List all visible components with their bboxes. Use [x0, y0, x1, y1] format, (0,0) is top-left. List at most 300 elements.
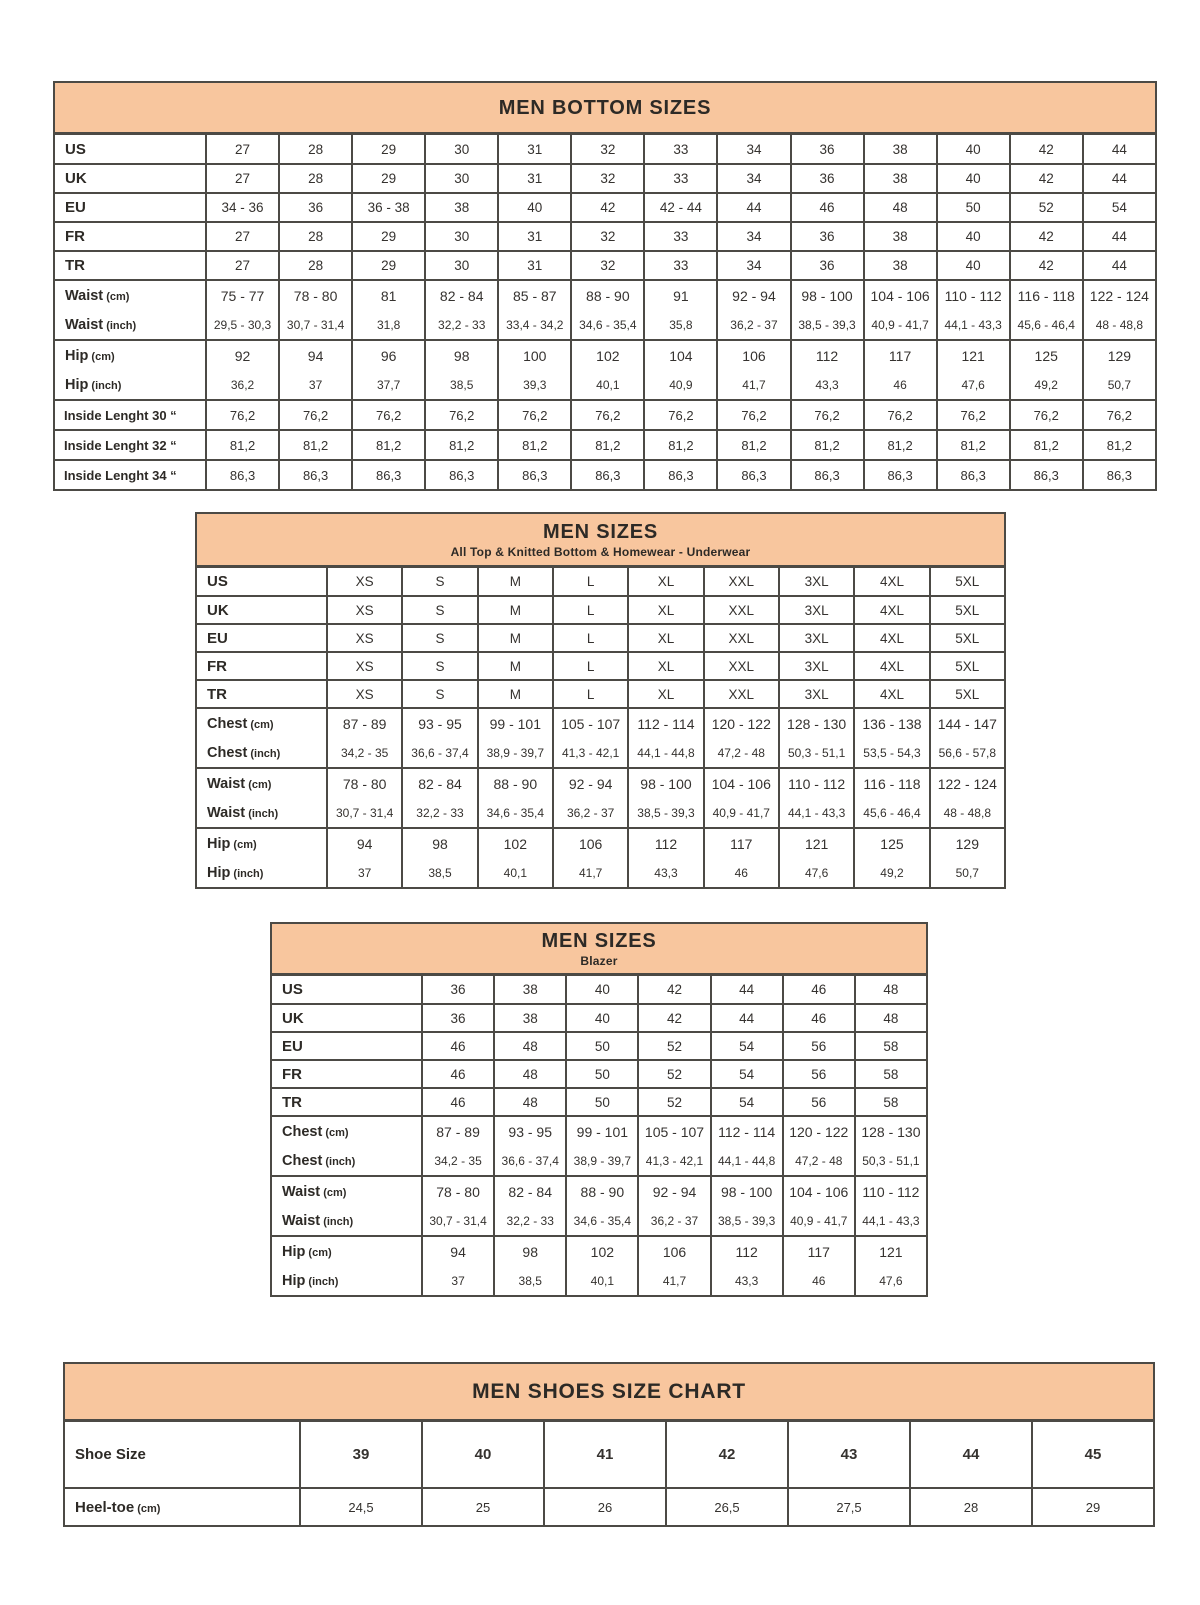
table-row	[271, 1266, 927, 1296]
size-cell: 104 - 106	[704, 768, 779, 798]
size-cell: 42	[1010, 251, 1083, 280]
size-cell: 5XL	[930, 652, 1005, 680]
table-row	[271, 1116, 927, 1146]
size-cell: 98	[402, 828, 477, 858]
size-cell: L	[553, 624, 628, 652]
size-cell: 30	[425, 135, 498, 164]
table-title: MEN SIZES	[541, 929, 657, 952]
table-row	[271, 1032, 927, 1060]
size-cell: 104 - 106	[864, 280, 937, 310]
table-row	[54, 193, 1156, 222]
table-row	[196, 596, 1005, 624]
table-row	[54, 164, 1156, 193]
size-cell: 36	[791, 222, 864, 251]
size-cell: 42	[1010, 222, 1083, 251]
size-cell: 40	[937, 222, 1010, 251]
size-cell: 86,3	[279, 460, 352, 490]
size-cell: 86,3	[937, 460, 1010, 490]
size-cell: 116 - 118	[1010, 280, 1083, 310]
size-cell: 122 - 124	[930, 768, 1005, 798]
size-cell: XXL	[704, 652, 779, 680]
size-cell: 81,2	[864, 430, 937, 460]
size-cell: 76,2	[206, 400, 279, 430]
size-cell: 104 - 106	[783, 1176, 855, 1206]
size-cell: 49,2	[1010, 370, 1083, 400]
size-cell: 44,1 - 43,3	[855, 1206, 927, 1236]
size-cell: 40	[498, 193, 571, 222]
size-cell: 40,9	[644, 370, 717, 400]
size-cell: 76,2	[571, 400, 644, 430]
row-label: TR	[271, 1088, 422, 1116]
size-cell: 28	[279, 164, 352, 193]
size-cell: 76,2	[1083, 400, 1156, 430]
row-label: Hip (cm)	[54, 340, 206, 370]
size-cell: M	[478, 680, 553, 708]
size-cell: 34	[717, 222, 790, 251]
row-label: FR	[196, 652, 327, 680]
size-cell: 88 - 90	[566, 1176, 638, 1206]
size-cell: 3XL	[779, 596, 854, 624]
size-cell: 78 - 80	[422, 1176, 494, 1206]
size-cell: 42	[571, 193, 644, 222]
size-cell: 43,3	[791, 370, 864, 400]
size-cell: 98 - 100	[628, 768, 703, 798]
size-cell: 30,7 - 31,4	[422, 1206, 494, 1236]
size-cell: 41	[544, 1422, 666, 1488]
size-cell: 92 - 94	[717, 280, 790, 310]
table-row	[196, 708, 1005, 738]
size-cell: 81,2	[279, 430, 352, 460]
size-cell: 38	[864, 222, 937, 251]
size-cell: 58	[855, 1032, 927, 1060]
row-label: Chest (inch)	[196, 738, 327, 768]
size-cell: L	[553, 652, 628, 680]
size-cell: 52	[638, 1060, 710, 1088]
size-cell: 36,6 - 37,4	[402, 738, 477, 768]
size-cell: 42	[1010, 135, 1083, 164]
size-cell: 28	[279, 222, 352, 251]
size-cell: 3XL	[779, 652, 854, 680]
size-cell: 120 - 122	[783, 1116, 855, 1146]
size-cell: 30,7 - 31,4	[327, 798, 402, 828]
size-cell: 46	[422, 1060, 494, 1088]
size-cell: 129	[930, 828, 1005, 858]
table-row	[271, 1206, 927, 1236]
table-row	[54, 135, 1156, 164]
size-cell: 42	[1010, 164, 1083, 193]
size-cell: XL	[628, 596, 703, 624]
size-cell: 125	[1010, 340, 1083, 370]
size-cell: M	[478, 568, 553, 596]
size-cell: 44,1 - 43,3	[937, 310, 1010, 340]
row-label: TR	[196, 680, 327, 708]
size-cell: 4XL	[854, 596, 929, 624]
row-label: UK	[54, 164, 206, 193]
size-cell: S	[402, 680, 477, 708]
size-cell: 38,5 - 39,3	[791, 310, 864, 340]
size-cell: 58	[855, 1060, 927, 1088]
size-cell: 102	[571, 340, 644, 370]
size-cell: 44	[1083, 135, 1156, 164]
table-row	[54, 340, 1156, 370]
size-cell: 144 - 147	[930, 708, 1005, 738]
size-cell: 52	[1010, 193, 1083, 222]
size-cell: XS	[327, 680, 402, 708]
size-cell: 37	[422, 1266, 494, 1296]
size-cell: 41,3 - 42,1	[553, 738, 628, 768]
row-label: Hip (inch)	[54, 370, 206, 400]
size-cell: 46	[791, 193, 864, 222]
men-shoes-size-table	[63, 1362, 1155, 1527]
size-cell: 76,2	[352, 400, 425, 430]
size-cell: 106	[553, 828, 628, 858]
size-cell: 44,1 - 43,3	[779, 798, 854, 828]
size-cell: 25	[422, 1488, 544, 1526]
size-cell: 136 - 138	[854, 708, 929, 738]
size-cell: 38	[864, 135, 937, 164]
size-cell: XXL	[704, 624, 779, 652]
size-cell: 47,6	[855, 1266, 927, 1296]
size-cell: 76,2	[644, 400, 717, 430]
table-row	[54, 310, 1156, 340]
size-cell: 36,2 - 37	[638, 1206, 710, 1236]
size-cell: 31	[498, 251, 571, 280]
table-title: MEN BOTTOM SIZES	[498, 96, 712, 119]
size-cell: 46	[422, 1032, 494, 1060]
size-cell: 28	[279, 135, 352, 164]
size-cell: 52	[638, 1088, 710, 1116]
size-cell: 43,3	[628, 858, 703, 888]
size-cell: 81,2	[206, 430, 279, 460]
size-cell: 86,3	[791, 460, 864, 490]
table-title: MEN SIZES	[543, 520, 658, 543]
table-header	[195, 512, 1006, 568]
size-cell: 40,1	[566, 1266, 638, 1296]
size-cell: 128 - 130	[855, 1116, 927, 1146]
size-cell: 36	[422, 1004, 494, 1032]
table-row	[196, 568, 1005, 596]
table-row	[54, 280, 1156, 310]
size-cell: 46	[422, 1088, 494, 1116]
size-cell: 36	[279, 193, 352, 222]
size-cell: 86,3	[425, 460, 498, 490]
size-cell: 106	[717, 340, 790, 370]
size-cell: XXL	[704, 596, 779, 624]
size-cell: 41,7	[553, 858, 628, 888]
size-cell: 35,8	[644, 310, 717, 340]
size-cell: XXL	[704, 568, 779, 596]
size-cell: 38,5	[402, 858, 477, 888]
row-label: Hip (inch)	[271, 1266, 422, 1296]
size-cell: 56,6 - 57,8	[930, 738, 1005, 768]
size-cell: 38,5 - 39,3	[628, 798, 703, 828]
size-cell: 36 - 38	[352, 193, 425, 222]
size-cell: 48	[855, 1004, 927, 1032]
size-cell: 98	[494, 1236, 566, 1266]
size-cell: 52	[638, 1032, 710, 1060]
size-cell: 36	[791, 135, 864, 164]
table-title: MEN SHOES SIZE CHART	[472, 1379, 746, 1403]
size-cell: 49,2	[854, 858, 929, 888]
size-cell: 42	[666, 1422, 788, 1488]
size-cell: 32	[571, 135, 644, 164]
size-cell: 78 - 80	[327, 768, 402, 798]
size-cell: L	[553, 680, 628, 708]
row-label: EU	[196, 624, 327, 652]
size-cell: 5XL	[930, 624, 1005, 652]
size-cell: 47,2 - 48	[783, 1146, 855, 1176]
size-cell: 33,4 - 34,2	[498, 310, 571, 340]
size-cell: 3XL	[779, 568, 854, 596]
size-cell: L	[553, 596, 628, 624]
size-cell: 32	[571, 222, 644, 251]
size-cell: 40,9 - 41,7	[704, 798, 779, 828]
table-row	[271, 1088, 927, 1116]
size-cell: 27	[206, 251, 279, 280]
size-cell: 86,3	[498, 460, 571, 490]
size-cell: 117	[864, 340, 937, 370]
table-row	[54, 222, 1156, 251]
row-label: Heel-toe (cm)	[64, 1488, 300, 1526]
size-cell: 24,5	[300, 1488, 422, 1526]
size-cell: 54	[711, 1060, 783, 1088]
size-cell: 45	[1032, 1422, 1154, 1488]
size-cell: XL	[628, 568, 703, 596]
size-cell: 56	[783, 1088, 855, 1116]
size-cell: 81,2	[498, 430, 571, 460]
size-cell: 29	[352, 164, 425, 193]
table-row	[271, 976, 927, 1004]
row-label: Hip (inch)	[196, 858, 327, 888]
size-cell: 33	[644, 251, 717, 280]
size-cell: 100	[498, 340, 571, 370]
size-cell: 34	[717, 251, 790, 280]
row-label: Inside Lenght 30 “	[54, 400, 206, 430]
size-cell: 112	[711, 1236, 783, 1266]
size-cell: 32,2 - 33	[425, 310, 498, 340]
table-row	[54, 400, 1156, 430]
size-cell: 46	[783, 976, 855, 1004]
size-cell: 98 - 100	[791, 280, 864, 310]
size-cell: 38,9 - 39,7	[478, 738, 553, 768]
size-cell: 26,5	[666, 1488, 788, 1526]
table-row	[196, 652, 1005, 680]
table-row	[271, 1236, 927, 1266]
size-cell: 31	[498, 164, 571, 193]
table-row	[271, 1060, 927, 1088]
size-cell: 34 - 36	[206, 193, 279, 222]
size-cell: XS	[327, 652, 402, 680]
size-cell: 91	[644, 280, 717, 310]
row-label: Waist (inch)	[54, 310, 206, 340]
size-cell: 88 - 90	[478, 768, 553, 798]
size-cell: 38,5	[425, 370, 498, 400]
row-label: FR	[54, 222, 206, 251]
size-cell: 102	[478, 828, 553, 858]
size-cell: XS	[327, 568, 402, 596]
size-cell: 32	[571, 251, 644, 280]
size-cell: 29,5 - 30,3	[206, 310, 279, 340]
size-cell: 34,2 - 35	[327, 738, 402, 768]
size-cell: 41,7	[717, 370, 790, 400]
table-row	[64, 1488, 1154, 1526]
table-row	[54, 251, 1156, 280]
table-row	[54, 430, 1156, 460]
size-table	[195, 568, 1006, 889]
size-cell: XL	[628, 652, 703, 680]
size-cell: 36	[791, 251, 864, 280]
size-cell: 41,3 - 42,1	[638, 1146, 710, 1176]
row-label: Waist (inch)	[271, 1206, 422, 1236]
size-cell: 50	[566, 1032, 638, 1060]
size-cell: 81,2	[352, 430, 425, 460]
size-cell: 38,9 - 39,7	[566, 1146, 638, 1176]
size-cell: 76,2	[1010, 400, 1083, 430]
table-row	[196, 738, 1005, 768]
size-cell: 112	[791, 340, 864, 370]
size-cell: 40,1	[571, 370, 644, 400]
size-cell: 56	[783, 1032, 855, 1060]
table-header	[53, 81, 1157, 135]
size-cell: 32	[571, 164, 644, 193]
size-cell: 44,1 - 44,8	[628, 738, 703, 768]
row-label: EU	[54, 193, 206, 222]
size-cell: 76,2	[279, 400, 352, 430]
row-label: FR	[271, 1060, 422, 1088]
men-sizes-blazer-table	[270, 922, 928, 1297]
size-cell: 81,2	[937, 430, 1010, 460]
size-cell: 86,3	[206, 460, 279, 490]
size-cell: 117	[704, 828, 779, 858]
row-label: Hip (cm)	[196, 828, 327, 858]
size-cell: 93 - 95	[494, 1116, 566, 1146]
row-label: EU	[271, 1032, 422, 1060]
size-cell: 36,6 - 37,4	[494, 1146, 566, 1176]
size-cell: 4XL	[854, 624, 929, 652]
size-cell: 50,7	[930, 858, 1005, 888]
size-cell: 3XL	[779, 624, 854, 652]
size-cell: 48	[494, 1032, 566, 1060]
size-cell: 106	[638, 1236, 710, 1266]
row-label: UK	[271, 1004, 422, 1032]
size-cell: S	[402, 568, 477, 596]
table-row	[196, 768, 1005, 798]
size-cell: 88 - 90	[571, 280, 644, 310]
size-cell: 125	[854, 828, 929, 858]
size-cell: 29	[1032, 1488, 1154, 1526]
size-cell: 121	[855, 1236, 927, 1266]
size-cell: 81,2	[571, 430, 644, 460]
table-row	[64, 1422, 1154, 1488]
size-cell: 105 - 107	[638, 1116, 710, 1146]
size-cell: S	[402, 624, 477, 652]
size-cell: 44	[1083, 222, 1156, 251]
size-cell: 36,2	[206, 370, 279, 400]
size-cell: 92 - 94	[553, 768, 628, 798]
size-cell: 54	[711, 1032, 783, 1060]
size-cell: 86,3	[1083, 460, 1156, 490]
size-cell: 98 - 100	[711, 1176, 783, 1206]
size-table	[53, 135, 1157, 491]
size-cell: 47,2 - 48	[704, 738, 779, 768]
size-cell: 30	[425, 164, 498, 193]
row-label: US	[271, 976, 422, 1004]
size-cell: L	[553, 568, 628, 596]
size-cell: 81,2	[717, 430, 790, 460]
size-cell: 98	[425, 340, 498, 370]
size-cell: 122 - 124	[1083, 280, 1156, 310]
size-cell: 34,6 - 35,4	[478, 798, 553, 828]
size-cell: 78 - 80	[279, 280, 352, 310]
size-cell: 81,2	[791, 430, 864, 460]
size-cell: S	[402, 652, 477, 680]
size-cell: 44	[711, 1004, 783, 1032]
size-cell: 40	[566, 976, 638, 1004]
size-cell: 47,6	[937, 370, 1010, 400]
size-cell: 44	[1083, 164, 1156, 193]
row-label: UK	[196, 596, 327, 624]
size-cell: 82 - 84	[494, 1176, 566, 1206]
table-header	[270, 922, 928, 976]
size-cell: 31,8	[352, 310, 425, 340]
size-cell: 129	[1083, 340, 1156, 370]
size-cell: 39	[300, 1422, 422, 1488]
row-label: Waist (inch)	[196, 798, 327, 828]
size-cell: 42	[638, 1004, 710, 1032]
size-cell: 46	[783, 1266, 855, 1296]
size-cell: 102	[566, 1236, 638, 1266]
size-cell: 37	[279, 370, 352, 400]
size-cell: 29	[352, 222, 425, 251]
size-cell: 33	[644, 164, 717, 193]
size-cell: 38	[864, 164, 937, 193]
table-row	[271, 1146, 927, 1176]
size-cell: 128 - 130	[779, 708, 854, 738]
size-cell: 112 - 114	[628, 708, 703, 738]
row-label: Hip (cm)	[271, 1236, 422, 1266]
size-cell: 94	[279, 340, 352, 370]
size-cell: 27,5	[788, 1488, 910, 1526]
row-label: Waist (cm)	[196, 768, 327, 798]
size-cell: 76,2	[937, 400, 1010, 430]
size-cell: 40	[937, 251, 1010, 280]
size-cell: 27	[206, 164, 279, 193]
size-cell: 34,6 - 35,4	[566, 1206, 638, 1236]
size-cell: 40,9 - 41,7	[783, 1206, 855, 1236]
size-cell: 32,2 - 33	[494, 1206, 566, 1236]
size-cell: 30,7 - 31,4	[279, 310, 352, 340]
size-cell: 36,2 - 37	[553, 798, 628, 828]
row-label: US	[54, 135, 206, 164]
size-cell: 40	[937, 164, 1010, 193]
size-cell: 104	[644, 340, 717, 370]
size-cell: 96	[352, 340, 425, 370]
size-cell: 44	[711, 976, 783, 1004]
size-cell: 38,5	[494, 1266, 566, 1296]
size-cell: 29	[352, 251, 425, 280]
size-cell: 36,2 - 37	[717, 310, 790, 340]
size-cell: 87 - 89	[327, 708, 402, 738]
size-cell: 86,3	[717, 460, 790, 490]
size-cell: 85 - 87	[498, 280, 571, 310]
row-label: Chest (cm)	[271, 1116, 422, 1146]
size-cell: 38	[425, 193, 498, 222]
size-cell: 28	[910, 1488, 1032, 1526]
size-cell: 40,9 - 41,7	[864, 310, 937, 340]
row-label: Shoe Size	[64, 1422, 300, 1488]
size-cell: 38,5 - 39,3	[711, 1206, 783, 1236]
table-row	[271, 1004, 927, 1032]
